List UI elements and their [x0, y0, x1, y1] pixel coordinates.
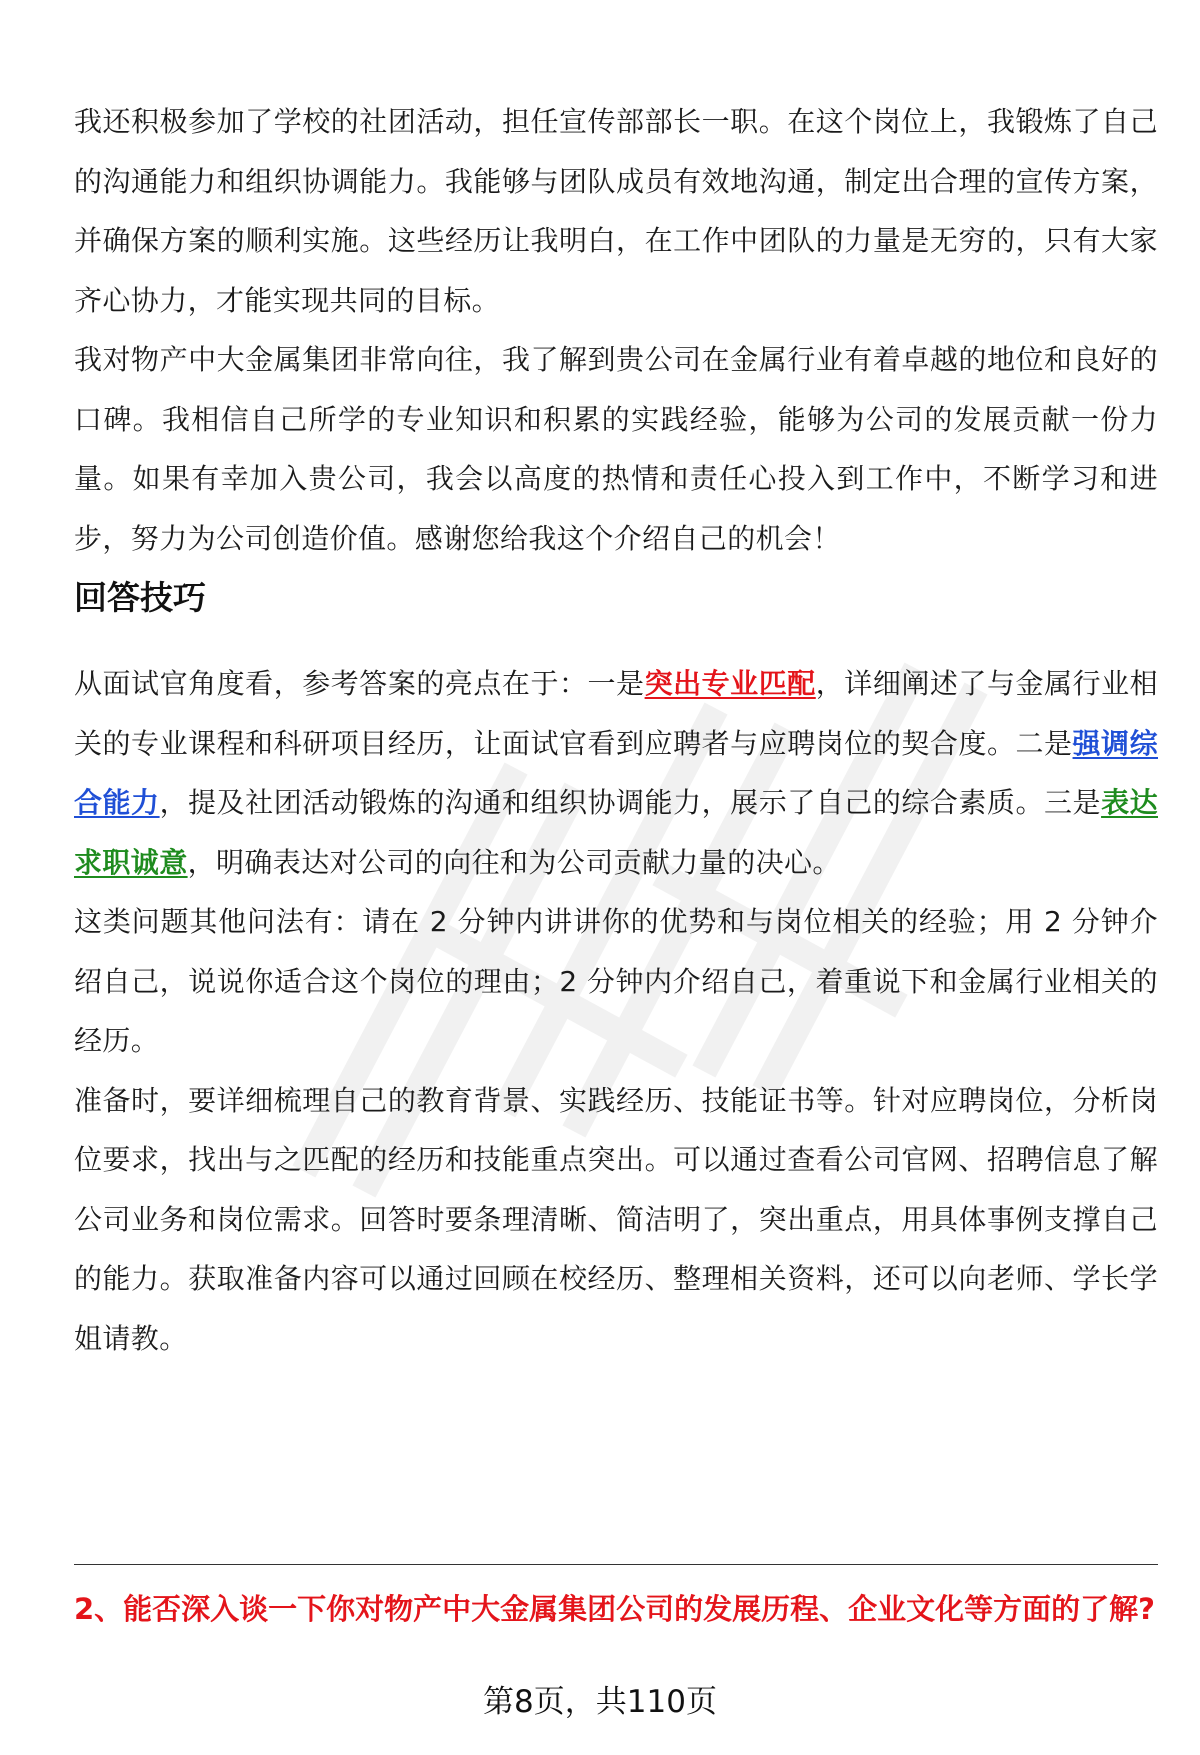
- paragraph-answer-highlights: [74, 654, 1158, 892]
- paragraph-company-aspiration: 我对物产中大金属集团非常向往，我了解到贵公司在金属行业有着卓越的地位和良好的口碑。我相信自己所学的专业知识和积累的实践经验，能够为公司的发展贡献一份力量。如果有幸加入贵公司，我会以高度的热情和责任心投入到工作中，不断学习和进步，努力为公司创造价值。感谢您给我这个介绍自己的机会！: [74, 343, 1158, 555]
- text-segment: ，详细阐述了与金属行业相关的专业课程和科研项目经历，让面试官看到应聘者与应聘岗位的契合度。二是: [74, 667, 1158, 760]
- document-body: [74, 92, 1158, 1368]
- section-heading: 回答技巧: [74, 578, 206, 617]
- text-segment: ，明确表达对公司的向往和为公司贡献力量的决心。: [187, 845, 841, 879]
- paragraph-alternative-questions: 这类问题其他问法有：请在 2 分钟内讲讲你的优势和与岗位相关的经验；用 2 分钟介绍自己，说说你适合这个岗位的理由；2 分钟内介绍自己，着重说下和金属行业相关的经历。: [74, 905, 1158, 1057]
- paragraph-club-activities: 我还积极参加了学校的社团活动，担任宣传部部长一职。在这个岗位上，我锻炼了自己的沟通能力和组织协调能力。我能够与团队成员有效地沟通，制定出合理的宣传方案，并确保方案的顺利实施。这些经历让我明白，在工作中团队的力量是无穷的，只有大家齐心协力，才能实现共同的目标。: [74, 105, 1158, 317]
- text-segment: ，提及社团活动锻炼的沟通和组织协调能力，展示了自己的综合素质。三是: [159, 786, 1102, 819]
- paragraph-preparation-tips: 准备时，要详细梳理自己的教育背景、实践经历、技能证书等。针对应聘岗位，分析岗位要求，找出与之匹配的经历和技能重点突出。可以通过查看公司官网、招聘信息了解公司业务和岗位需求。回答时要条理清晰、简洁明了，突出重点，用具体事例支撑自己的能力。获取准备内容可以通过回顾在校经历、整理相关资料，还可以向老师、学长学姐请教。: [74, 1083, 1158, 1355]
- highlight-comprehensive-ability: 强调综合能力: [74, 726, 1158, 819]
- next-question-title: 2、能否深入谈一下你对物产中大金属集团公司的发展历程、企业文化等方面的了解?: [74, 1592, 1156, 1626]
- page-footer: 第8页，共110页: [483, 1684, 717, 1720]
- section-divider: [74, 1564, 1158, 1565]
- highlight-job-sincerity: 表达求职诚意: [74, 786, 1158, 879]
- highlight-professional-match: 突出专业匹配: [644, 667, 816, 700]
- text-segment: 从面试官角度看，参考答案的亮点在于：一是: [74, 667, 645, 700]
